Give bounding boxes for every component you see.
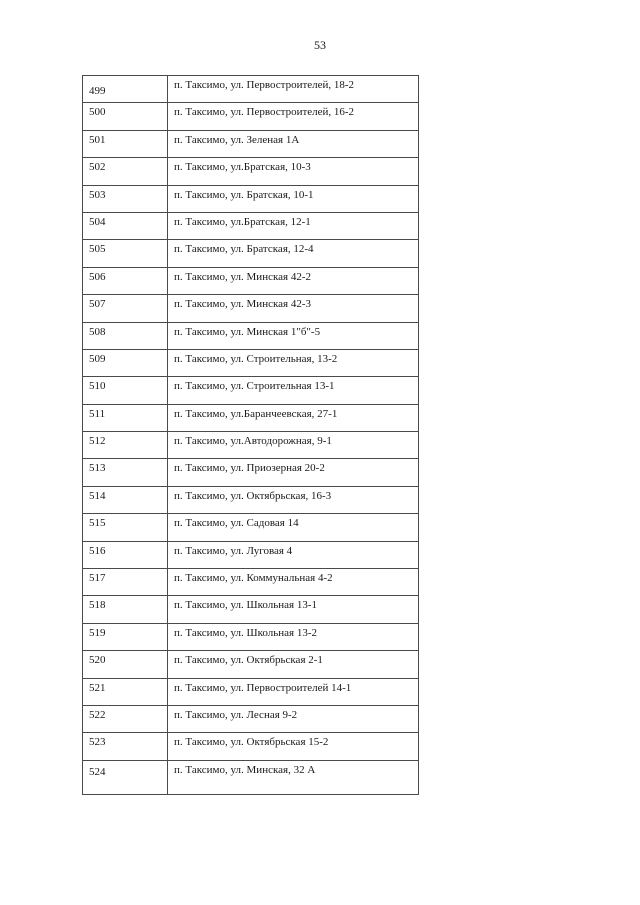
row-number: 500 — [83, 103, 168, 130]
row-number: 509 — [83, 349, 168, 376]
table-row — [83, 76, 419, 103]
table-row — [83, 432, 419, 459]
row-number: 512 — [83, 432, 168, 459]
row-number: 521 — [83, 678, 168, 705]
row-address: п. Таксимо, ул.Братская, 12-1 — [168, 212, 419, 239]
row-number: 524 — [83, 760, 168, 794]
row-address: п. Таксимо, ул. Коммунальная 4-2 — [168, 569, 419, 596]
table-body — [83, 76, 419, 795]
row-address: п. Таксимо, ул. Минская 42-3 — [168, 295, 419, 322]
table-row — [83, 404, 419, 431]
table-row — [83, 130, 419, 157]
table-row — [83, 185, 419, 212]
table-row — [83, 349, 419, 376]
row-address: п. Таксимо, ул. Луговая 4 — [168, 541, 419, 568]
table-row — [83, 459, 419, 486]
row-number: 503 — [83, 185, 168, 212]
row-address: п. Таксимо, ул. Минская 42-2 — [168, 267, 419, 294]
row-address: п. Таксимо, ул. Строительная, 13-2 — [168, 349, 419, 376]
page-number: 53 — [314, 38, 326, 52]
table-row — [83, 678, 419, 705]
row-number: 501 — [83, 130, 168, 157]
table-row — [83, 486, 419, 513]
row-address: п. Таксимо, ул. Школьная 13-2 — [168, 623, 419, 650]
table-row — [83, 651, 419, 678]
table-row — [83, 377, 419, 404]
row-number: 508 — [83, 322, 168, 349]
row-number: 516 — [83, 541, 168, 568]
address-table — [82, 75, 419, 795]
table-row — [83, 705, 419, 732]
row-number: 510 — [83, 377, 168, 404]
row-address: п. Таксимо, ул. Первостроителей 14-1 — [168, 678, 419, 705]
row-number: 523 — [83, 733, 168, 760]
row-number: 499 — [83, 76, 168, 103]
row-address: п. Таксимо, ул. Октябрьская 15-2 — [168, 733, 419, 760]
table-row — [83, 541, 419, 568]
row-address: п. Таксимо, ул. Строительная 13-1 — [168, 377, 419, 404]
row-address: п. Таксимо, ул. Приозерная 20-2 — [168, 459, 419, 486]
row-number: 511 — [83, 404, 168, 431]
row-address: п. Таксимо, ул. Первостроителей, 18-2 — [168, 76, 419, 103]
row-address: п. Таксимо, ул. Минская 1"б"-5 — [168, 322, 419, 349]
row-number: 502 — [83, 158, 168, 185]
table-row — [83, 623, 419, 650]
row-address: п. Таксимо, ул. Октябрьская 2-1 — [168, 651, 419, 678]
table-row — [83, 212, 419, 239]
row-address: п. Таксимо, ул. Первостроителей, 16-2 — [168, 103, 419, 130]
row-address: п. Таксимо, ул. Лесная 9-2 — [168, 705, 419, 732]
table-row — [83, 596, 419, 623]
row-address: п. Таксимо, ул.Баранчеевская, 27-1 — [168, 404, 419, 431]
row-number: 515 — [83, 514, 168, 541]
row-number: 507 — [83, 295, 168, 322]
row-address: п. Таксимо, ул. Братская, 10-1 — [168, 185, 419, 212]
row-number: 505 — [83, 240, 168, 267]
row-number: 514 — [83, 486, 168, 513]
row-address: п. Таксимо, ул.Автодорожная, 9-1 — [168, 432, 419, 459]
row-number: 513 — [83, 459, 168, 486]
row-number: 522 — [83, 705, 168, 732]
table-row — [83, 760, 419, 794]
row-address: п. Таксимо, ул. Зеленая 1А — [168, 130, 419, 157]
row-address: п. Таксимо, ул. Садовая 14 — [168, 514, 419, 541]
row-number: 520 — [83, 651, 168, 678]
table-row — [83, 733, 419, 760]
table-row — [83, 240, 419, 267]
row-address: п. Таксимо, ул. Минская, 32 А — [168, 760, 419, 794]
row-number: 517 — [83, 569, 168, 596]
table-row — [83, 514, 419, 541]
row-address: п. Таксимо, ул. Братская, 12-4 — [168, 240, 419, 267]
table-row — [83, 158, 419, 185]
table-row — [83, 267, 419, 294]
table-row — [83, 103, 419, 130]
row-number: 518 — [83, 596, 168, 623]
row-number: 519 — [83, 623, 168, 650]
row-address: п. Таксимо, ул. Школьная 13-1 — [168, 596, 419, 623]
row-address: п. Таксимо, ул.Братская, 10-3 — [168, 158, 419, 185]
table-row — [83, 322, 419, 349]
row-number: 506 — [83, 267, 168, 294]
row-number: 504 — [83, 212, 168, 239]
table-row — [83, 569, 419, 596]
table-row — [83, 295, 419, 322]
row-address: п. Таксимо, ул. Октябрьская, 16-3 — [168, 486, 419, 513]
